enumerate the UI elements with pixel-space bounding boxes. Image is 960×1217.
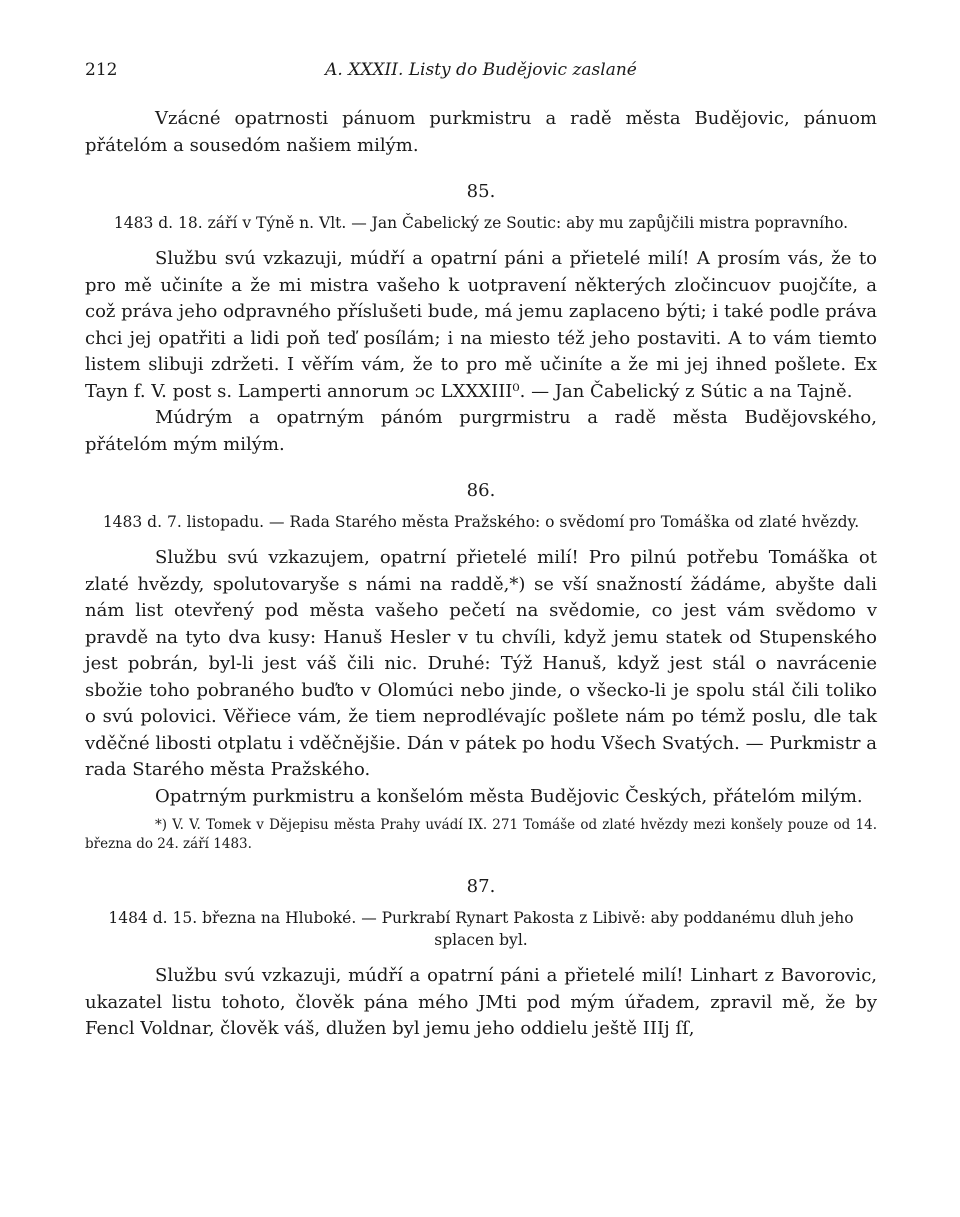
- letter-body: Službu svú vzkazujem, opatrní přietelé milí! Pro pilnú potřebu Tomáška ot zlaté hvězdy, spolutovaryše s námi na raddě,*) se vší snažností žádáme, abyšte dali nám list otevřený pod města vašeho pečetí na svědomie, co jest vám svědomo v pravdě na tyto dva kusy: Hanuš Hesler v tu chvíli, když jemu statek od Stupenského jest pobrán, byl-li jest váš čili nic. Druhé: Týž Hanuš, když jest stál o navrácenie sbožie toho pobraného buďto v Olomúci nebo jinde, o všecko-li je spolu stál čili toliko o svú polovici. Věřiece vám, že tiem neprodlévajíc pošlete nám po témž poslu, dle tak vděčné libosti otplatu i vděčnějšie. Dán v pátek po hodu Všech Svatých. — Purkmistr a rada Starého města Pražského.: [85, 547, 877, 780]
- page-number: 212: [85, 60, 118, 80]
- running-title: A. XXXII. Listy do Budějovic zaslané: [325, 60, 637, 80]
- letter-number: 87.: [466, 876, 496, 897]
- intro-address: Vzácné opatrnosti pánuom purkmistru a radě města Budějovic, pánuom přátelóm a sousedóm našiem milým.: [85, 108, 877, 156]
- footnote: [85, 816, 877, 854]
- document-page: [85, 58, 877, 1043]
- letter-address: Múdrým a opatrným pánóm purgrmistru a radě města Budějovského, přátelóm mým milým.: [85, 407, 877, 455]
- letter-body: Službu svú vzkazuji, múdří a opatrní páni a přietelé milí! Linhart z Bavorovic, ukazatel listu tohoto, člověk pána mého JMti pod mým úřadem, zpravil mě, že by Fencl Voldnar, člověk váš, dlužen byl jemu jeho oddielu ještě IIIj ſſ,: [85, 965, 877, 1039]
- letter-regest: 1483 d. 18. září v Týně n. Vlt. — Jan Čabelický ze Soutic: aby mu zapůjčili mistra popravního.: [113, 214, 849, 232]
- letter-body: Službu svú vzkazuji, múdří a opatrní páni a přietelé milí! A prosím vás, že to pro mě učiníte a že mi mistra vašeho k uotpravení některých zločincuov puojčíte, a což práva jeho odpravného příslušeti bude, má jemu zaplaceno býti; i také podle práva chci jej opatřiti a lidi poň teď posílám; i na miesto též jeho postaviti. A to vám tiemto listem slibuji zdržeti. I věřím vám, že to pro mě učiníte a že mi jej ihned pošlete. Ex Tayn f. V. post s. Lamperti annorum ɔc LXXXIII⁰. — Jan Čabelický z Sútic a na Tajně.: [85, 248, 877, 402]
- running-header: [85, 58, 877, 92]
- letter-address: Opatrným purkmistru a konšelóm města Budějovic Českých, přátelóm milým.: [155, 785, 863, 807]
- footnote-text: *) V. V. Tomek v Dějepisu města Prahy uvádí IX. 271 Tomáše od zlaté hvězdy mezi konšely pouze od 14. března do 24. září 1483.: [85, 817, 877, 852]
- letter-regest: 1483 d. 7. listopadu. — Rada Starého města Pražského: o svědomí pro Tomáška od zlaté hvězdy.: [102, 513, 860, 531]
- letter-number: 85.: [466, 181, 496, 202]
- letter-regest: 1484 d. 15. března na Hluboké. — Purkrabí Rynart Pakosta z Libivě: aby poddanému dluh jeho splacen byl.: [108, 909, 854, 949]
- letter-number: 86.: [466, 480, 496, 501]
